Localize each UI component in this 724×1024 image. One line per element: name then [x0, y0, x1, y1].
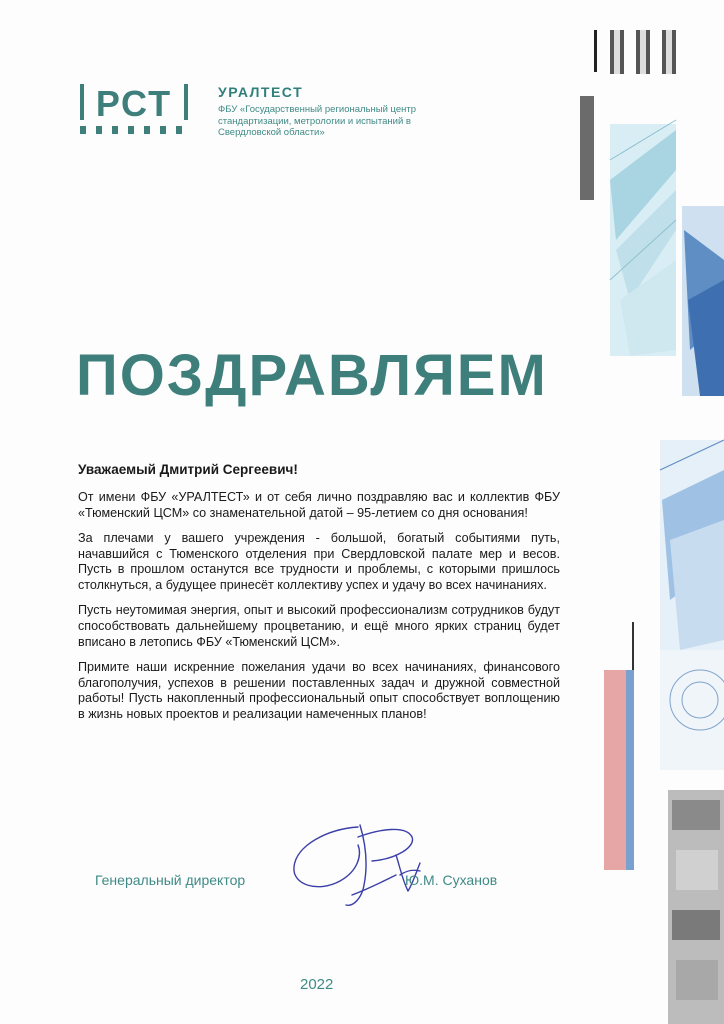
logo-text: РСТ: [95, 83, 173, 124]
headline: ПОЗДРАВЛЯЕМ: [76, 343, 548, 408]
decorative-collage: [560, 0, 724, 1024]
year: 2022: [300, 976, 334, 993]
org-description: ФБУ «Государственный региональный центр стандартизации, метрологии и испытаний в Свердловской области»: [218, 104, 417, 138]
paragraph: Примите наши искренние пожелания удачи во всех начинаниях, финансового благополучия, успехов в решении поставленных задач и дружной совместной работы! Пусть накопленный профессиональный опыт способствует воплощению в жизнь новых проектов и реализации намеченных планов!: [78, 659, 560, 721]
rst-logo-icon: [80, 82, 190, 138]
signature-icon: [288, 815, 448, 915]
letter-body: [78, 490, 560, 732]
greeting: Уважаемый Дмитрий Сергеевич!: [78, 462, 298, 477]
org-name: УРАЛТЕСТ: [218, 84, 304, 100]
paragraph: За плечами у вашего учреждения - большой, богатый событиями путь, начавшийся с Тюменского отделения при Свердловской палате мер и весов. Пусть в прошлом останутся все трудности и проблемы, с которыми пришлось столкнуться, а будущее принесёт коллективу успех и удачу во всех начинаниях.: [78, 530, 560, 593]
signer-position: Генеральный директор: [95, 872, 246, 888]
paragraph: От имени ФБУ «УРАЛТЕСТ» и от себя лично поздравляю вас и коллектив ФБУ «Тюменский ЦСМ» со знаменательной датой – 95-летием со дня основания!: [78, 490, 560, 520]
signer-name: Ю.М. Суханов: [405, 872, 498, 888]
paragraph: Пусть неутомимая энергия, опыт и высокий профессионализм сотрудников будут способствовать дальнейшему процветанию, и ещё много ярких страниц будет вписано в летопись ФБУ «Тюменский ЦСМ».: [78, 603, 560, 649]
